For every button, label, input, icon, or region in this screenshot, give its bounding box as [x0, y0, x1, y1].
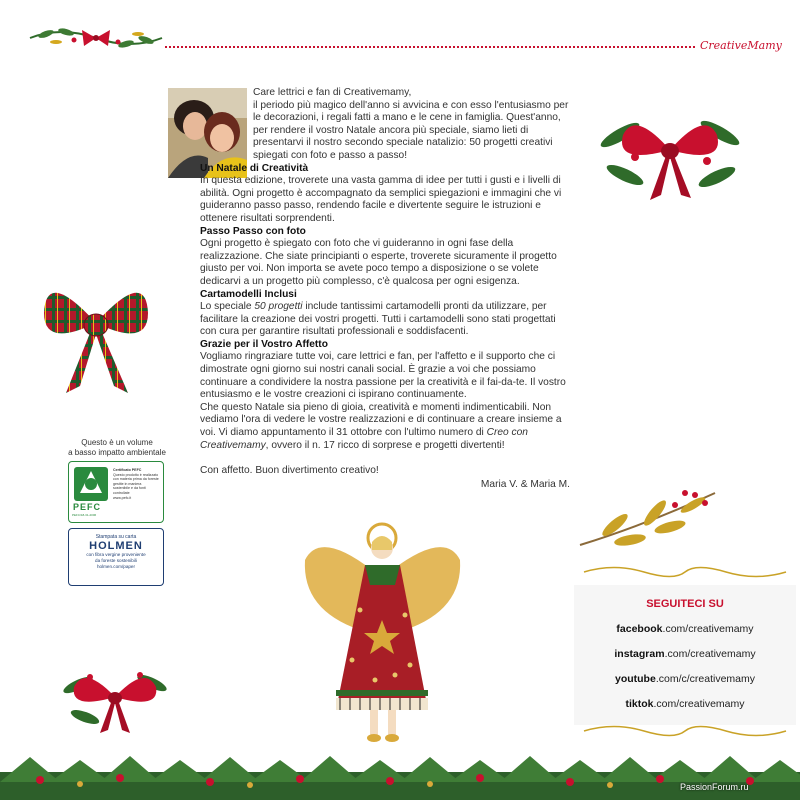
holly-garland-decoration	[26, 20, 166, 54]
section-heading: Grazie per il Vostro Affetto	[200, 338, 328, 350]
editorial-letter	[200, 87, 570, 492]
section-heading: Un Natale di Creatività	[200, 162, 309, 174]
section-paragraph: In questa edizione, troverete una vasta gamma di idee per tutti i gusti e i livelli di abilità. Ogni progetto è accompagnato da semplici spiegazioni e immagini che vi guideranno passo passo, rendendo facile e divertente seguire le istruzioni e ottenere risultati sorprendenti.	[200, 175, 562, 224]
gold-scroll-divider	[574, 563, 796, 581]
social-link-youtube[interactable]: youtube.com/c/creativemamy	[614, 673, 756, 685]
holmen-paper-badge: Stampata su carta HOLMEN con fibra vergine proveniente da foreste sostenibili holmen.com/paper	[68, 528, 164, 586]
pefc-tree-icon	[74, 467, 108, 501]
section-heading: Cartamodelli Inclusi	[200, 288, 297, 300]
header-dotted-rule	[165, 46, 695, 48]
greeting: Care lettrici e fan di Creativemamy,	[253, 87, 412, 98]
section-paragraph: Vogliamo ringraziare tutte voi, care lettrici e fan, per l'affetto e il supporto che ci dimostrate ogni giorno sui nostri canali social. È grazie a voi che possiamo continuare a condividere la nostra passione per la creatività e il fai-da-te. Il vostro entusiasmo e le vostre creazioni ci ispirano continuamente.	[200, 351, 566, 401]
eco-notice: Questo è un volume a basso impatto ambientale	[68, 438, 166, 457]
red-bow-holly-decoration	[60, 655, 170, 735]
section-heading: Passo Passo con foto	[200, 225, 306, 237]
pefc-certification-badge: PEFC PEFC/18-31-2006 Certificato PEFC Questo prodotto è realizzato con materia prima da foreste gestite in maniera sostenibile e da fonti controllate www.pefc.it	[68, 461, 164, 523]
section-paragraph: Lo speciale 50 progetti include tantissimi cartamodelli pronti da utilizzare, per facilitare la creazione dei vostri progetti. Tutti i cartamodelli sono stati progettati con cura per garantire risultati professionali e soddisfacenti.	[200, 301, 556, 338]
section-paragraph: Ogni progetto è spiegato con foto che vi guideranno in ogni fase della realizzazione. Che siate principianti o esperte, troverete sicuramente il progetto giusto per voi. Non importa se avete poco tempo a disposizione o se volete dedicarvi a un progetto più complesso, c'è qualcosa per ogni esigenza.	[200, 238, 557, 287]
tartan-bow-decoration	[36, 268, 156, 398]
red-bow-holly-decoration	[595, 95, 745, 205]
social-title: SEGUITECI SU	[646, 598, 724, 610]
closing-line: Con affetto. Buon divertimento creativo!	[200, 464, 379, 476]
pine-garland-decoration	[0, 752, 800, 800]
brand-logo: CreativeMamy	[700, 39, 782, 52]
gold-scroll-divider	[574, 722, 796, 740]
signature: Maria V. & Maria M.	[480, 479, 570, 491]
olive-branch-decoration	[575, 485, 725, 555]
source-watermark: PassionForum.ru	[680, 782, 749, 792]
intro-paragraph: il periodo più magico dell'anno si avvicina e con esso l'entusiasmo per le decorazioni, i regali fatti a mano e le cene in famiglia. Quest'anno, per rendere il vostro Natale ancora più speciale, siamo lieti di presentarvi il nostro secondo speciale natalizio: 50 progetti creativi spiegati con foto e passo a passo!	[253, 99, 569, 161]
angel-illustration	[300, 520, 465, 750]
social-link-tiktok[interactable]: tiktok.com/creativemamy	[625, 698, 745, 710]
section-paragraph: Che questo Natale sia pieno di gioia, creatività e momenti indimenticabili. Non vediamo l'ora di vedere le vostre realizzazioni e di continuare a creare insieme a voi. Vi diamo appuntamento il 31 ottobre con l'ultimo numero di Creo con Creativemamy, ovvero il n. 17 ricco di sorprese e progetti divertenti!	[200, 401, 562, 451]
social-link-instagram[interactable]: instagram.com/creativemamy	[614, 648, 756, 660]
social-link-facebook[interactable]: facebook.com/creativemamy	[616, 623, 754, 635]
